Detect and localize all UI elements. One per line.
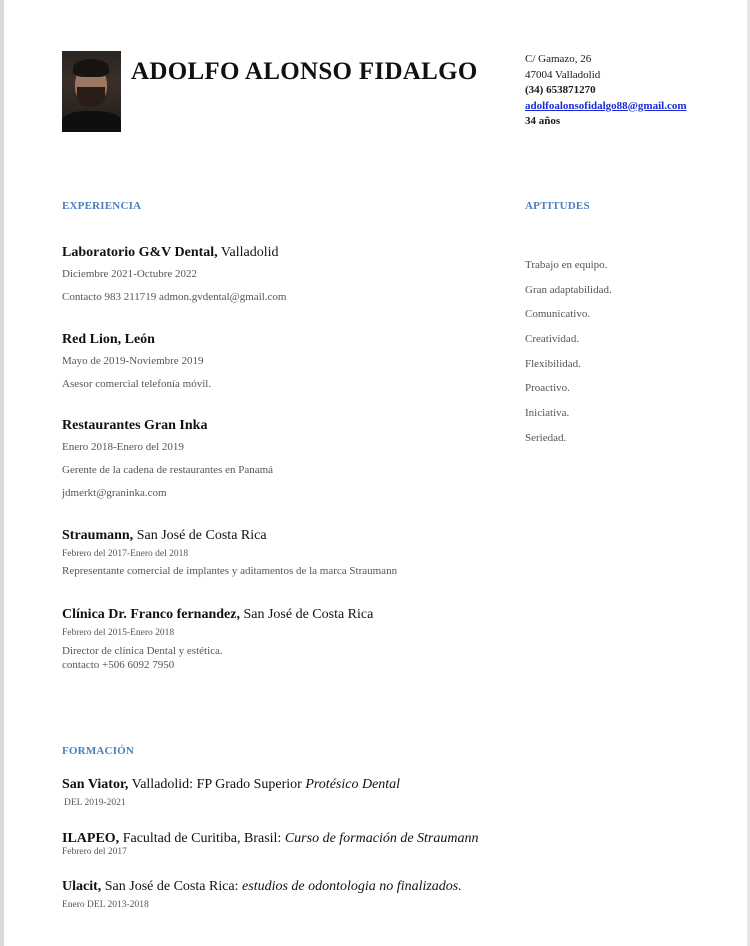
aptitudes-list [525, 258, 612, 456]
job-company: Straumann, [62, 528, 134, 543]
edu-school: San Viator, [62, 777, 129, 792]
page-edge-left [0, 0, 4, 946]
job-company: Restaurantes Gran Inka [62, 418, 208, 433]
job-company: Red Lion, León [62, 332, 155, 347]
job-detail: Director de clínica Dental y estética. [62, 645, 223, 657]
education-item [62, 879, 462, 910]
job-detail: Gerente de la cadena de restaurantes en Panamá [62, 464, 274, 476]
edu-place: San José de Costa Rica: [101, 879, 243, 894]
aptitude-item: Comunicativo. [525, 308, 591, 321]
experience-item [62, 607, 373, 671]
job-company: Laboratorio G&V Dental, [62, 245, 218, 260]
job-dates: Febrero del 2015-Enero 2018 [62, 628, 175, 638]
job-place: Valladolid [217, 245, 279, 260]
education-item [62, 831, 479, 857]
edu-date: DEL 2019-2021 [64, 798, 126, 808]
address-line1: C/ Gamazo, 26 [525, 53, 592, 65]
job-dates: Mayo de 2019-Noviembre 2019 [62, 355, 204, 367]
edu-course: estudios de odontologia no finalizados. [242, 879, 462, 894]
job-dates: Diciembre 2021-Octubre 2022 [62, 268, 198, 280]
edu-date: Enero DEL 2013-2018 [62, 900, 149, 910]
job-contact: contacto +506 6092 7950 [62, 659, 175, 671]
job-contact: jdmerkt@graninka.com [62, 487, 167, 499]
education-item [62, 777, 400, 808]
aptitude-item: Creatividad. [525, 333, 580, 346]
aptitude-item: Seriedad. [525, 431, 567, 444]
contact-block [525, 52, 687, 130]
job-detail: Contacto 983 211719 admon.gvdental@gmail.com [62, 291, 287, 303]
edu-course: Curso de formación de Straumann [284, 831, 479, 846]
experience-item [62, 418, 273, 499]
aptitude-item: Iniciativa. [525, 407, 570, 420]
job-detail: Asesor comercial telefonía móvil. [62, 378, 212, 390]
email-link[interactable]: adolfoalonsofidalgo88@gmail.com [525, 99, 687, 112]
profile-photo [62, 51, 121, 132]
edu-date: Febrero del 2017 [62, 847, 127, 857]
edu-place: Facultad de Curitiba, Brasil: [119, 831, 285, 846]
edu-place: Valladolid: FP Grado Superior [128, 777, 306, 792]
job-company: Clínica Dr. Franco fernandez, [62, 607, 240, 622]
education-heading: FORMACIÓN [62, 745, 135, 757]
age: 34 años [525, 115, 561, 127]
aptitude-item: Flexibilidad. [525, 357, 581, 370]
experience-item [62, 528, 397, 577]
edu-school: Ulacit, [62, 879, 102, 894]
candidate-name: ADOLFO ALONSO FIDALGO [131, 58, 478, 85]
job-detail: Representante comercial de implantes y aditamentos de la marca Straumann [62, 565, 398, 577]
aptitude-item: Proactivo. [525, 382, 570, 395]
edu-school: ILAPEO, [62, 831, 120, 846]
job-place: San José de Costa Rica [133, 528, 267, 543]
job-dates: Enero 2018-Enero del 2019 [62, 441, 184, 453]
experience-item [62, 332, 211, 390]
experience-heading: EXPERIENCIA [62, 200, 142, 212]
aptitude-item: Trabajo en equipo. [525, 259, 608, 271]
experience-item [62, 245, 287, 303]
phone: (34) 653871270 [525, 84, 596, 96]
job-place: San José de Costa Rica [239, 607, 374, 622]
address-line2: 47004 Valladolid [525, 68, 601, 81]
aptitude-item: Gran adaptabilidad. [525, 283, 612, 296]
job-dates: Febrero del 2017-Enero del 2018 [62, 549, 189, 559]
aptitudes-heading: APTITUDES [525, 200, 590, 212]
edu-course: Protésico Dental [305, 777, 401, 792]
